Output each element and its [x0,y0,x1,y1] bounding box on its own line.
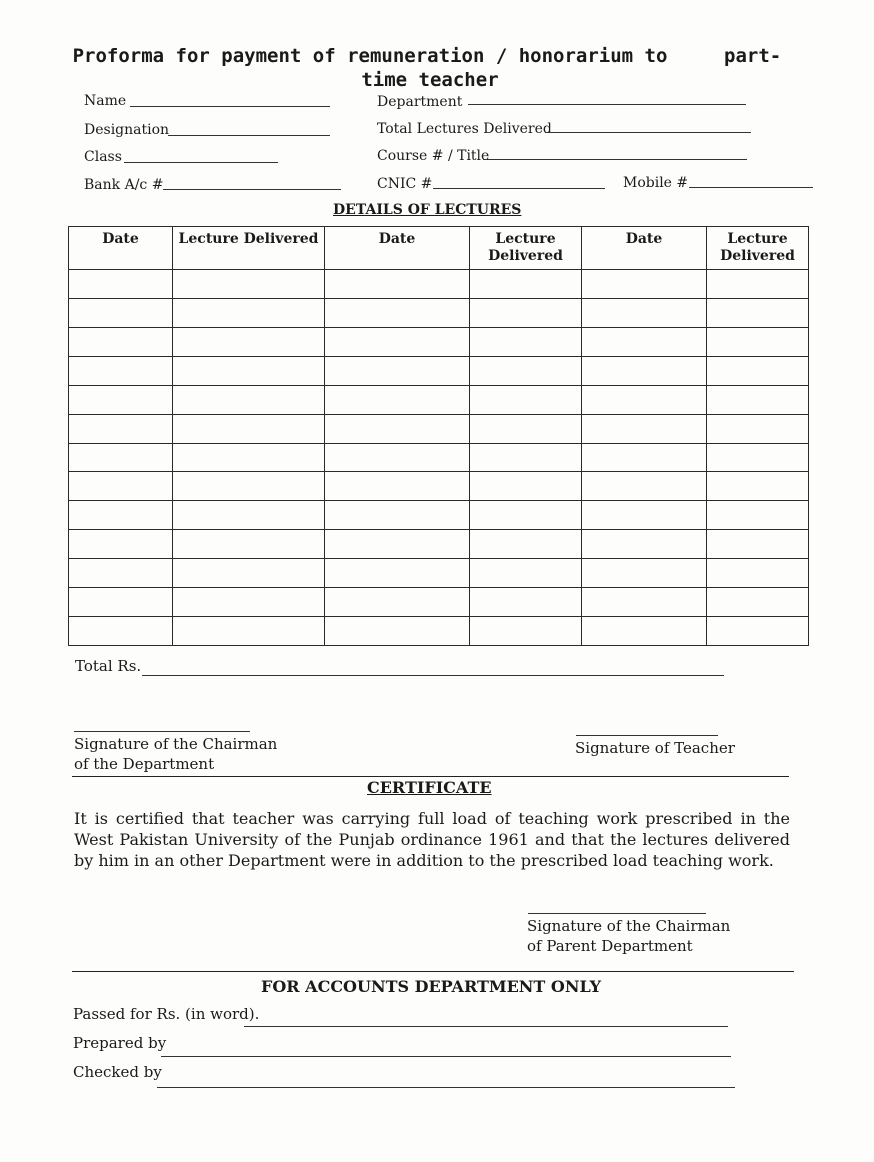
cnic-field[interactable] [433,188,605,189]
table-row [69,472,809,501]
date-cell[interactable] [69,472,173,501]
date-cell[interactable] [69,530,173,559]
table-row [69,356,809,385]
date-cell[interactable] [69,385,173,414]
parent-chairman-signature-label [527,916,730,956]
chairman-dept-text: of the Department [74,755,215,773]
form-title [60,44,800,92]
certificate-text: It is certified that teacher was carrying full load of teaching work prescribed in the West Pakistan University of the Punjab ordinance 1961 and that the lectures delivered by him in an other Department were in addition to the prescribed load teaching work. [74,809,790,870]
col-date-2: Date [325,227,470,270]
date-cell[interactable] [69,298,173,327]
date-cell[interactable] [69,588,173,617]
lecture-cell[interactable] [707,414,809,443]
lecture-cell[interactable] [173,298,325,327]
date-cell[interactable] [325,270,470,299]
date-cell[interactable] [69,443,173,472]
col-lecture-2: Lecture Delivered [470,227,582,270]
date-cell[interactable] [325,559,470,588]
date-cell[interactable] [325,530,470,559]
checked-label: Checked by [73,1063,162,1081]
lecture-cell[interactable] [173,327,325,356]
lecture-cell[interactable] [707,617,809,646]
lecture-cell[interactable] [173,443,325,472]
date-cell[interactable] [325,298,470,327]
col-date-3: Date [582,227,707,270]
total-lectures-label: Total Lectures Delivered [377,121,552,137]
lecture-cell[interactable] [470,530,582,559]
class-field[interactable] [124,162,278,163]
date-cell[interactable] [582,270,707,299]
lectures-body [69,270,809,646]
col-date-1: Date [69,227,173,270]
lectures-heading: DETAILS OF LECTURES [333,202,522,218]
lecture-cell[interactable] [470,443,582,472]
lecture-cell[interactable] [173,356,325,385]
parent-chairman-signature-line[interactable] [528,913,706,914]
lecture-cell[interactable] [470,501,582,530]
lecture-cell[interactable] [173,385,325,414]
table-row [69,270,809,299]
lecture-cell[interactable] [470,588,582,617]
total-field[interactable] [142,675,724,676]
lecture-cell[interactable] [707,443,809,472]
teacher-signature-label: Signature of Teacher [575,739,735,757]
department-label: Department [377,94,463,110]
table-row [69,617,809,646]
total-label: Total Rs. [75,657,142,675]
accounts-heading: FOR ACCOUNTS DEPARTMENT ONLY [261,977,602,996]
lecture-cell[interactable] [470,385,582,414]
date-cell[interactable] [582,298,707,327]
col-lecture-1: Lecture Delivered [173,227,325,270]
date-cell[interactable] [582,617,707,646]
lecture-cell[interactable] [470,327,582,356]
date-cell[interactable] [582,385,707,414]
table-row [69,327,809,356]
date-cell[interactable] [325,414,470,443]
table-row [69,588,809,617]
date-cell[interactable] [325,443,470,472]
parent-chairman-text: Signature of the Chairman [527,917,731,935]
lecture-cell[interactable] [707,559,809,588]
lecture-cell[interactable] [470,414,582,443]
date-cell[interactable] [582,559,707,588]
bank-field[interactable] [163,189,341,190]
divider-1 [72,776,789,777]
prepared-label: Prepared by [73,1034,167,1052]
parent-dept-text: of Parent Department [527,937,693,955]
table-row [69,559,809,588]
table-row [69,385,809,414]
lecture-cell[interactable] [707,530,809,559]
lecture-cell[interactable] [470,617,582,646]
lecture-cell[interactable] [173,270,325,299]
date-cell[interactable] [325,385,470,414]
form-title-part: part- [724,45,782,67]
date-cell[interactable] [325,356,470,385]
lecture-cell[interactable] [707,588,809,617]
lecture-cell[interactable] [173,559,325,588]
table-row [69,298,809,327]
date-cell[interactable] [325,501,470,530]
lecture-cell[interactable] [707,270,809,299]
lecture-cell[interactable] [707,385,809,414]
date-cell[interactable] [582,472,707,501]
lectures-header-row [69,227,809,270]
passed-field[interactable] [244,1026,728,1027]
lecture-cell[interactable] [470,472,582,501]
designation-field[interactable] [168,135,330,136]
lecture-cell[interactable] [707,327,809,356]
chairman-signature-line[interactable] [74,731,250,732]
checked-field[interactable] [157,1087,735,1088]
name-field[interactable] [130,106,330,107]
lecture-cell[interactable] [707,298,809,327]
prepared-field[interactable] [161,1056,731,1057]
date-cell[interactable] [582,530,707,559]
name-label: Name [84,93,127,109]
divider-2 [72,971,794,972]
date-cell[interactable] [582,501,707,530]
date-cell[interactable] [69,617,173,646]
date-cell[interactable] [69,501,173,530]
lecture-cell[interactable] [707,356,809,385]
teacher-signature-line[interactable] [576,735,718,736]
lecture-cell[interactable] [707,501,809,530]
lecture-cell[interactable] [707,472,809,501]
table-row [69,530,809,559]
date-cell[interactable] [325,327,470,356]
date-cell[interactable] [325,588,470,617]
chairman-signature-label [74,734,277,774]
date-cell[interactable] [582,588,707,617]
table-row [69,414,809,443]
designation-label: Designation [84,122,170,138]
lecture-cell[interactable] [470,298,582,327]
table-row [69,443,809,472]
lecture-cell[interactable] [173,414,325,443]
class-label: Class [84,149,122,165]
mobile-label: Mobile # [623,175,689,191]
lecture-cell[interactable] [173,472,325,501]
form-title-line2: time teacher [361,69,499,91]
course-label: Course # / Title [377,148,490,164]
lecture-cell[interactable] [173,617,325,646]
date-cell[interactable] [69,356,173,385]
date-cell[interactable] [69,327,173,356]
total-lectures-field[interactable] [545,132,751,133]
department-field[interactable] [468,104,746,105]
col-lecture-3: Lecture Delivered [707,227,809,270]
mobile-field[interactable] [689,187,813,188]
date-cell[interactable] [582,356,707,385]
date-cell[interactable] [582,443,707,472]
date-cell[interactable] [69,414,173,443]
chairman-signature-text: Signature of the Chairman [74,735,278,753]
passed-label: Passed for Rs. (in word). [73,1005,260,1023]
course-field[interactable] [483,159,747,160]
date-cell[interactable] [325,617,470,646]
lecture-cell[interactable] [173,588,325,617]
lecture-cell[interactable] [173,501,325,530]
lecture-cell[interactable] [470,270,582,299]
date-cell[interactable] [582,327,707,356]
cnic-label: CNIC # [377,176,433,192]
lecture-cell[interactable] [470,356,582,385]
date-cell[interactable] [325,472,470,501]
table-row [69,501,809,530]
bank-label: Bank A/c # [84,177,164,193]
lecture-cell[interactable] [470,559,582,588]
date-cell[interactable] [582,414,707,443]
date-cell[interactable] [69,559,173,588]
lecture-cell[interactable] [173,530,325,559]
form-title-line1: Proforma for payment of remuneration / honorarium to [72,45,668,67]
certificate-heading: CERTIFICATE [367,778,492,797]
date-cell[interactable] [69,270,173,299]
lectures-table [68,226,809,646]
